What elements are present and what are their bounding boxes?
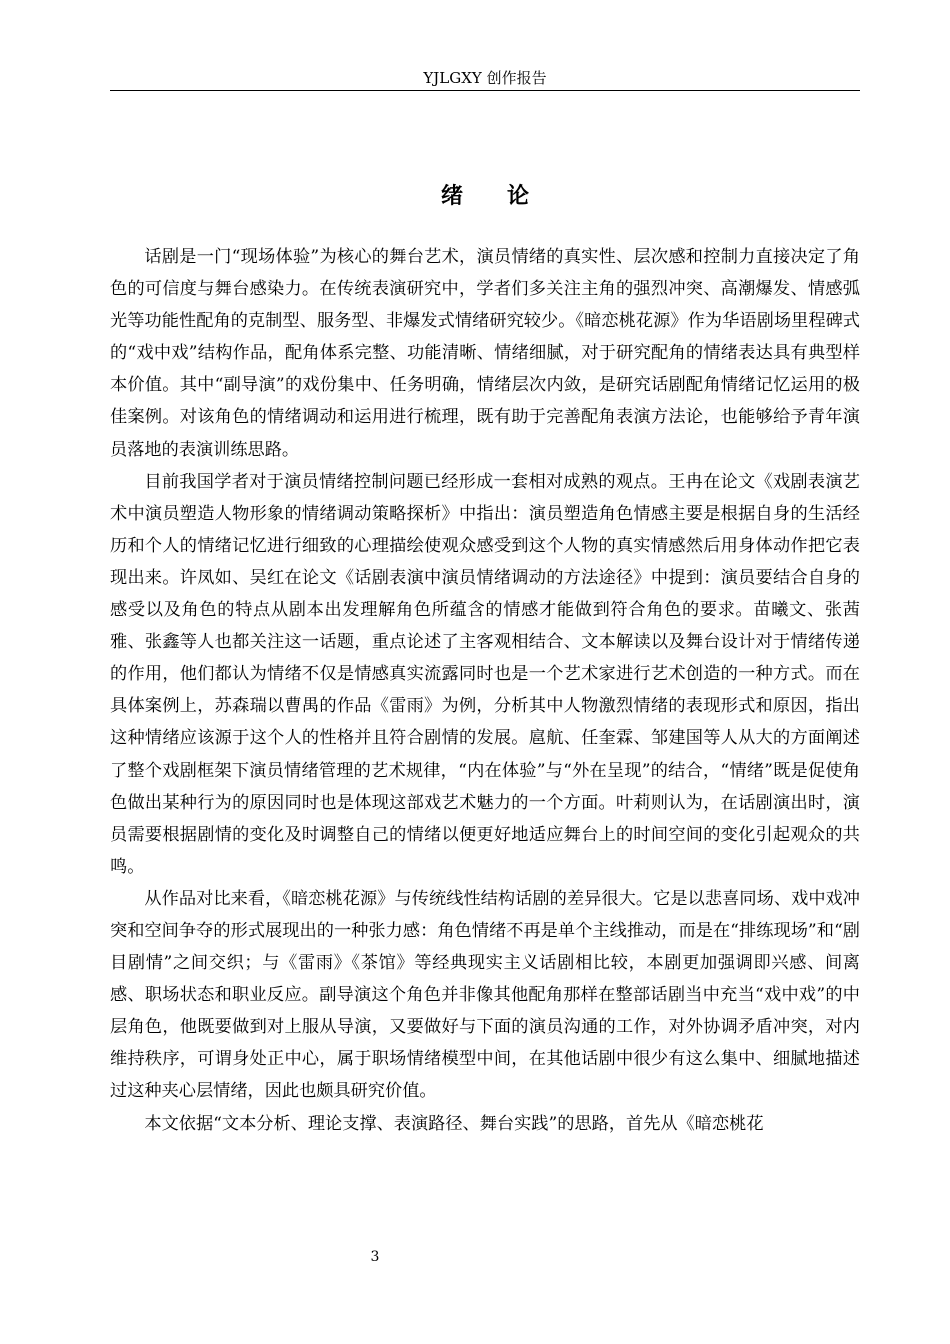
paragraph-2: 目前我国学者对于演员情绪控制问题已经形成一套相对成熟的观点。王冉在论文《戏剧表演艺术中演员塑造人物形象的情绪调动策略探析》中指出：演员塑造角色情感主要是根据自身的生活经历和个人的情绪记忆进行细致的心理描绘使观众感受到这个人物的真实情感然后用身体动作把它表现出来。许凤如、吴红在论文《话剧表演中演员情绪调动的方法途径》中提到：演员要结合自身的感受以及角色的特点从剧本出发理解角色所蕴含的情感才能做到符合角色的要求。苗曦文、张茜雅、张鑫等人也都关注这一话题，重点论述了主客观相结合、文本解读以及舞台设计对于情绪传递的作用，他们都认为情绪不仅是情感真实流露同时也是一个艺术家进行艺术创造的一种方式。而在具体案例上，苏森瑞以曹禺的作品《雷雨》为例，分析其中人物激烈情绪的表现形式和原因，指出这种情绪应该源于这个人的性格并且符合剧情的发展。扈航、任奎霖、邹建国等人从大的方面阐述了整个戏剧框架下演员情绪管理的艺术规律，“内在体验”与“外在呈现”的结合，“情绪”既是促使角色做出某种行为的原因同时也是体现这部戏艺术魅力的一个方面。叶莉则认为，在话剧演出时，演员需要根据剧情的变化及时调整自己的情绪以便更好地适应舞台上的时间空间的变化引起观众的共鸣。 bbox=[110, 471, 860, 877]
header-divider bbox=[110, 90, 860, 91]
page-number: 3 bbox=[370, 1249, 380, 1265]
paragraph-3: 从作品对比来看，《暗恋桃花源》与传统线性结构话剧的差异很大。它是以悲喜同场、戏中戏冲突和空间争夺的形式展现出的一种张力感：角色情绪不再是单个主线推动，而是在“排练现场”和“剧目剧情”之间交织；与《雷雨》《茶馆》等经典现实主义话剧相比较，本剧更加强调即兴感、间离感、职场状态和职业反应。副导演这个角色并非像其他配角那样在整部话剧当中充当“戏中戏”的中层角色，他既要做到对上服从导演，又要做好与下面的演员沟通的工作，对外协调矛盾冲突，对内维持秩序，可谓身处正中心，属于职场情绪模型中间，在其他话剧中很少有这么集中、细腻地描述过这种夹心层情绪，因此也颇具研究价值。 bbox=[110, 888, 860, 1102]
paragraph-4: 本文依据“文本分析、理论支撑、表演路径、舞台实践”的思路，首先从《暗恋桃花 bbox=[144, 1113, 764, 1134]
body-text bbox=[110, 241, 860, 1140]
running-header: YJLGXY 创作报告 bbox=[423, 69, 547, 87]
paragraph-1: 话剧是一门“现场体验”为核心的舞台艺术，演员情绪的真实性、层次感和控制力直接决定了角色的可信度与舞台感染力。在传统表演研究中，学者们多关注主角的强烈冲突、高潮爆发、情感弧光等功能性配角的克制型、服务型、非爆发式情绪研究较少。《暗恋桃花源》作为华语剧场里程碑式的“戏中戏”结构作品，配角体系完整、功能清晰、情绪细腻，对于研究配角的情绪表达具有典型样本价值。其中“副导演”的戏份集中、任务明确，情绪层次内敛，是研究话剧配角情绪记忆运用的极佳案例。对该角色的情绪调动和运用进行梳理，既有助于完善配角表演方法论，也能够给予青年演员落地的表演训练思路。 bbox=[110, 247, 860, 460]
chapter-title: 绪论 bbox=[440, 183, 573, 209]
